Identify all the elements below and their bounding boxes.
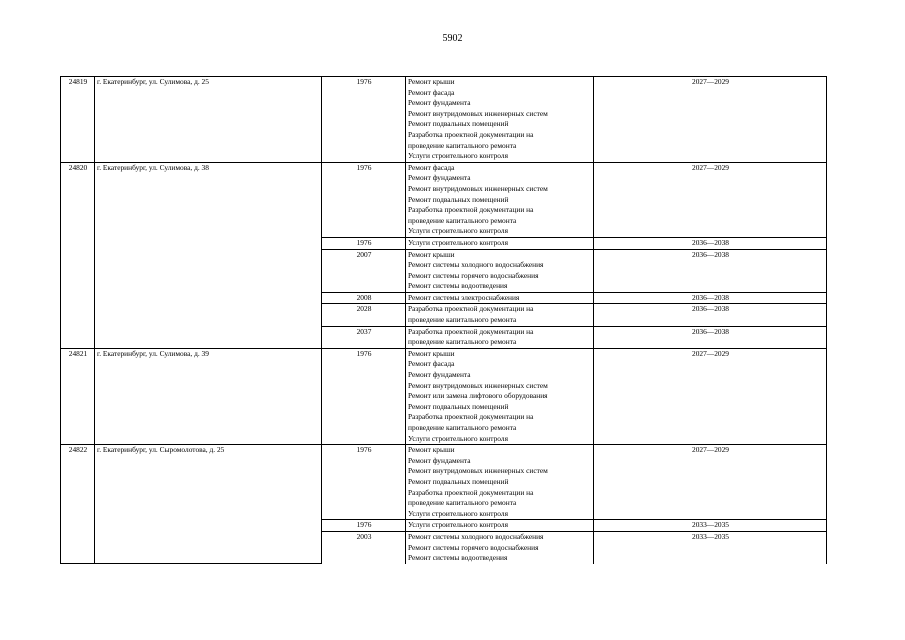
work-item: Разработка проектной документации на [408,326,534,336]
work-item: проведение капитального ремонта [408,337,517,347]
building-id-cell: 24820 [61,162,95,348]
period-cell: 2027—2029 [594,445,827,520]
year-cell: 1976 [322,520,406,532]
period-cell: 2027—2029 [594,162,827,237]
period-cell: 2036—2038 [594,249,827,292]
period-cell: 2027—2029 [594,77,827,163]
year-cell: 1976 [322,162,406,237]
work-item: Ремонт крыши [408,77,455,86]
period-cell: 2036—2038 [594,237,827,249]
work-item: Ремонт крыши [408,249,455,259]
work-item: Ремонт фасада [408,162,455,172]
work-item: Ремонт подвальных помещений [408,401,509,411]
work-item: Ремонт подвальных помещений [408,194,509,204]
period-cell: 2036—2038 [594,304,827,326]
period-cell: 2033—2035 [594,531,827,563]
year-cell: 2037 [322,326,406,348]
year-cell: 2007 [322,249,406,292]
building-id-cell: 24822 [61,445,95,564]
period-cell: 2036—2038 [594,326,827,348]
table-row [61,77,827,163]
work-item: проведение капитального ремонта [408,215,517,225]
work-item: проведение капитального ремонта [408,140,517,150]
work-item: Ремонт системы электроснабжения [408,292,520,302]
year-cell: 2008 [322,292,406,304]
work-item: Ремонт фундамента [408,370,471,380]
works-cell [406,520,594,532]
works-cell [406,162,594,237]
work-item: Ремонт системы горячего водоснабжения [408,270,539,280]
year-cell: 1976 [322,77,406,163]
work-item: Ремонт системы водоотведения [408,553,508,563]
work-item: Ремонт фундамента [408,455,471,465]
work-item: Услуги строительного контроля [408,226,508,236]
work-item: Ремонт внутридомовых инженерных систем [408,183,548,193]
work-item: проведение капитального ремонта [408,498,517,508]
table-body [61,77,827,564]
period-cell: 2036—2038 [594,292,827,304]
work-item: Ремонт фундамента [408,173,471,183]
work-item: Ремонт фасада [408,359,455,369]
works-cell [406,445,594,520]
year-cell: 2003 [322,531,406,563]
year-cell: 1976 [322,237,406,249]
table-row [61,162,827,237]
period-cell: 2033—2035 [594,520,827,532]
work-item: Ремонт системы водоотведения [408,281,508,291]
works-cell [406,304,594,326]
work-item: Разработка проектной документации на [408,487,534,497]
work-item: Ремонт системы холодного водоснабжения [408,260,544,270]
work-item: Разработка проектной документации на [408,129,534,139]
work-item: Ремонт фундамента [408,98,471,108]
building-id-cell: 24819 [61,77,95,163]
works-cell [406,77,594,163]
work-item: Услуги строительного контроля [408,237,508,247]
work-item: проведение капитального ремонта [408,315,517,325]
building-address-cell: г. Екатеринбург, ул. Сулимова, д. 38 [95,162,322,348]
work-item: проведение капитального ремонта [408,423,517,432]
works-cell [406,348,594,444]
work-item: Ремонт крыши [408,445,455,455]
table-row [61,348,827,444]
work-item: Ремонт подвальных помещений [408,119,509,129]
year-cell: 1976 [322,348,406,444]
work-item: Ремонт фасада [408,87,455,97]
work-item: Ремонт подвальных помещений [408,476,509,486]
page-number: 5902 [442,33,463,44]
table-row [61,445,827,520]
work-item: Услуги строительного контроля [408,151,508,161]
building-address-cell: г. Екатеринбург, ул. Сулимова, д. 39 [95,348,322,444]
works-cell [406,326,594,348]
work-item: Ремонт внутридомовых инженерных систем [408,108,548,118]
year-cell: 2028 [322,304,406,326]
work-item: Разработка проектной документации на [408,304,534,314]
work-item: Ремонт или замена лифтового оборудования [408,391,548,401]
period-cell: 2027—2029 [594,348,827,444]
work-item: Ремонт крыши [408,348,455,358]
year-cell: 1976 [322,445,406,520]
works-cell [406,531,594,563]
works-cell [406,249,594,292]
capital-repair-table [60,76,827,564]
work-item: Ремонт системы горячего водоснабжения [408,542,539,552]
work-item: Ремонт внутридомовых инженерных систем [408,380,548,390]
building-id-cell: 24821 [61,348,95,444]
works-cell [406,292,594,304]
work-item: Разработка проектной документации на [408,412,534,422]
building-address-cell: г. Екатеринбург, ул. Сулимова, д. 25 [95,77,322,163]
work-item: Услуги строительного контроля [408,520,508,530]
work-item: Разработка проектной документации на [408,205,534,215]
works-cell [406,237,594,249]
work-item: Услуги строительного контроля [408,508,508,518]
work-item: Ремонт внутридомовых инженерных систем [408,466,548,476]
work-item: Услуги строительного контроля [408,433,508,443]
work-item: Ремонт системы холодного водоснабжения [408,531,544,541]
building-address-cell: г. Екатеринбург, ул. Сыромолотова, д. 25 [95,445,322,564]
